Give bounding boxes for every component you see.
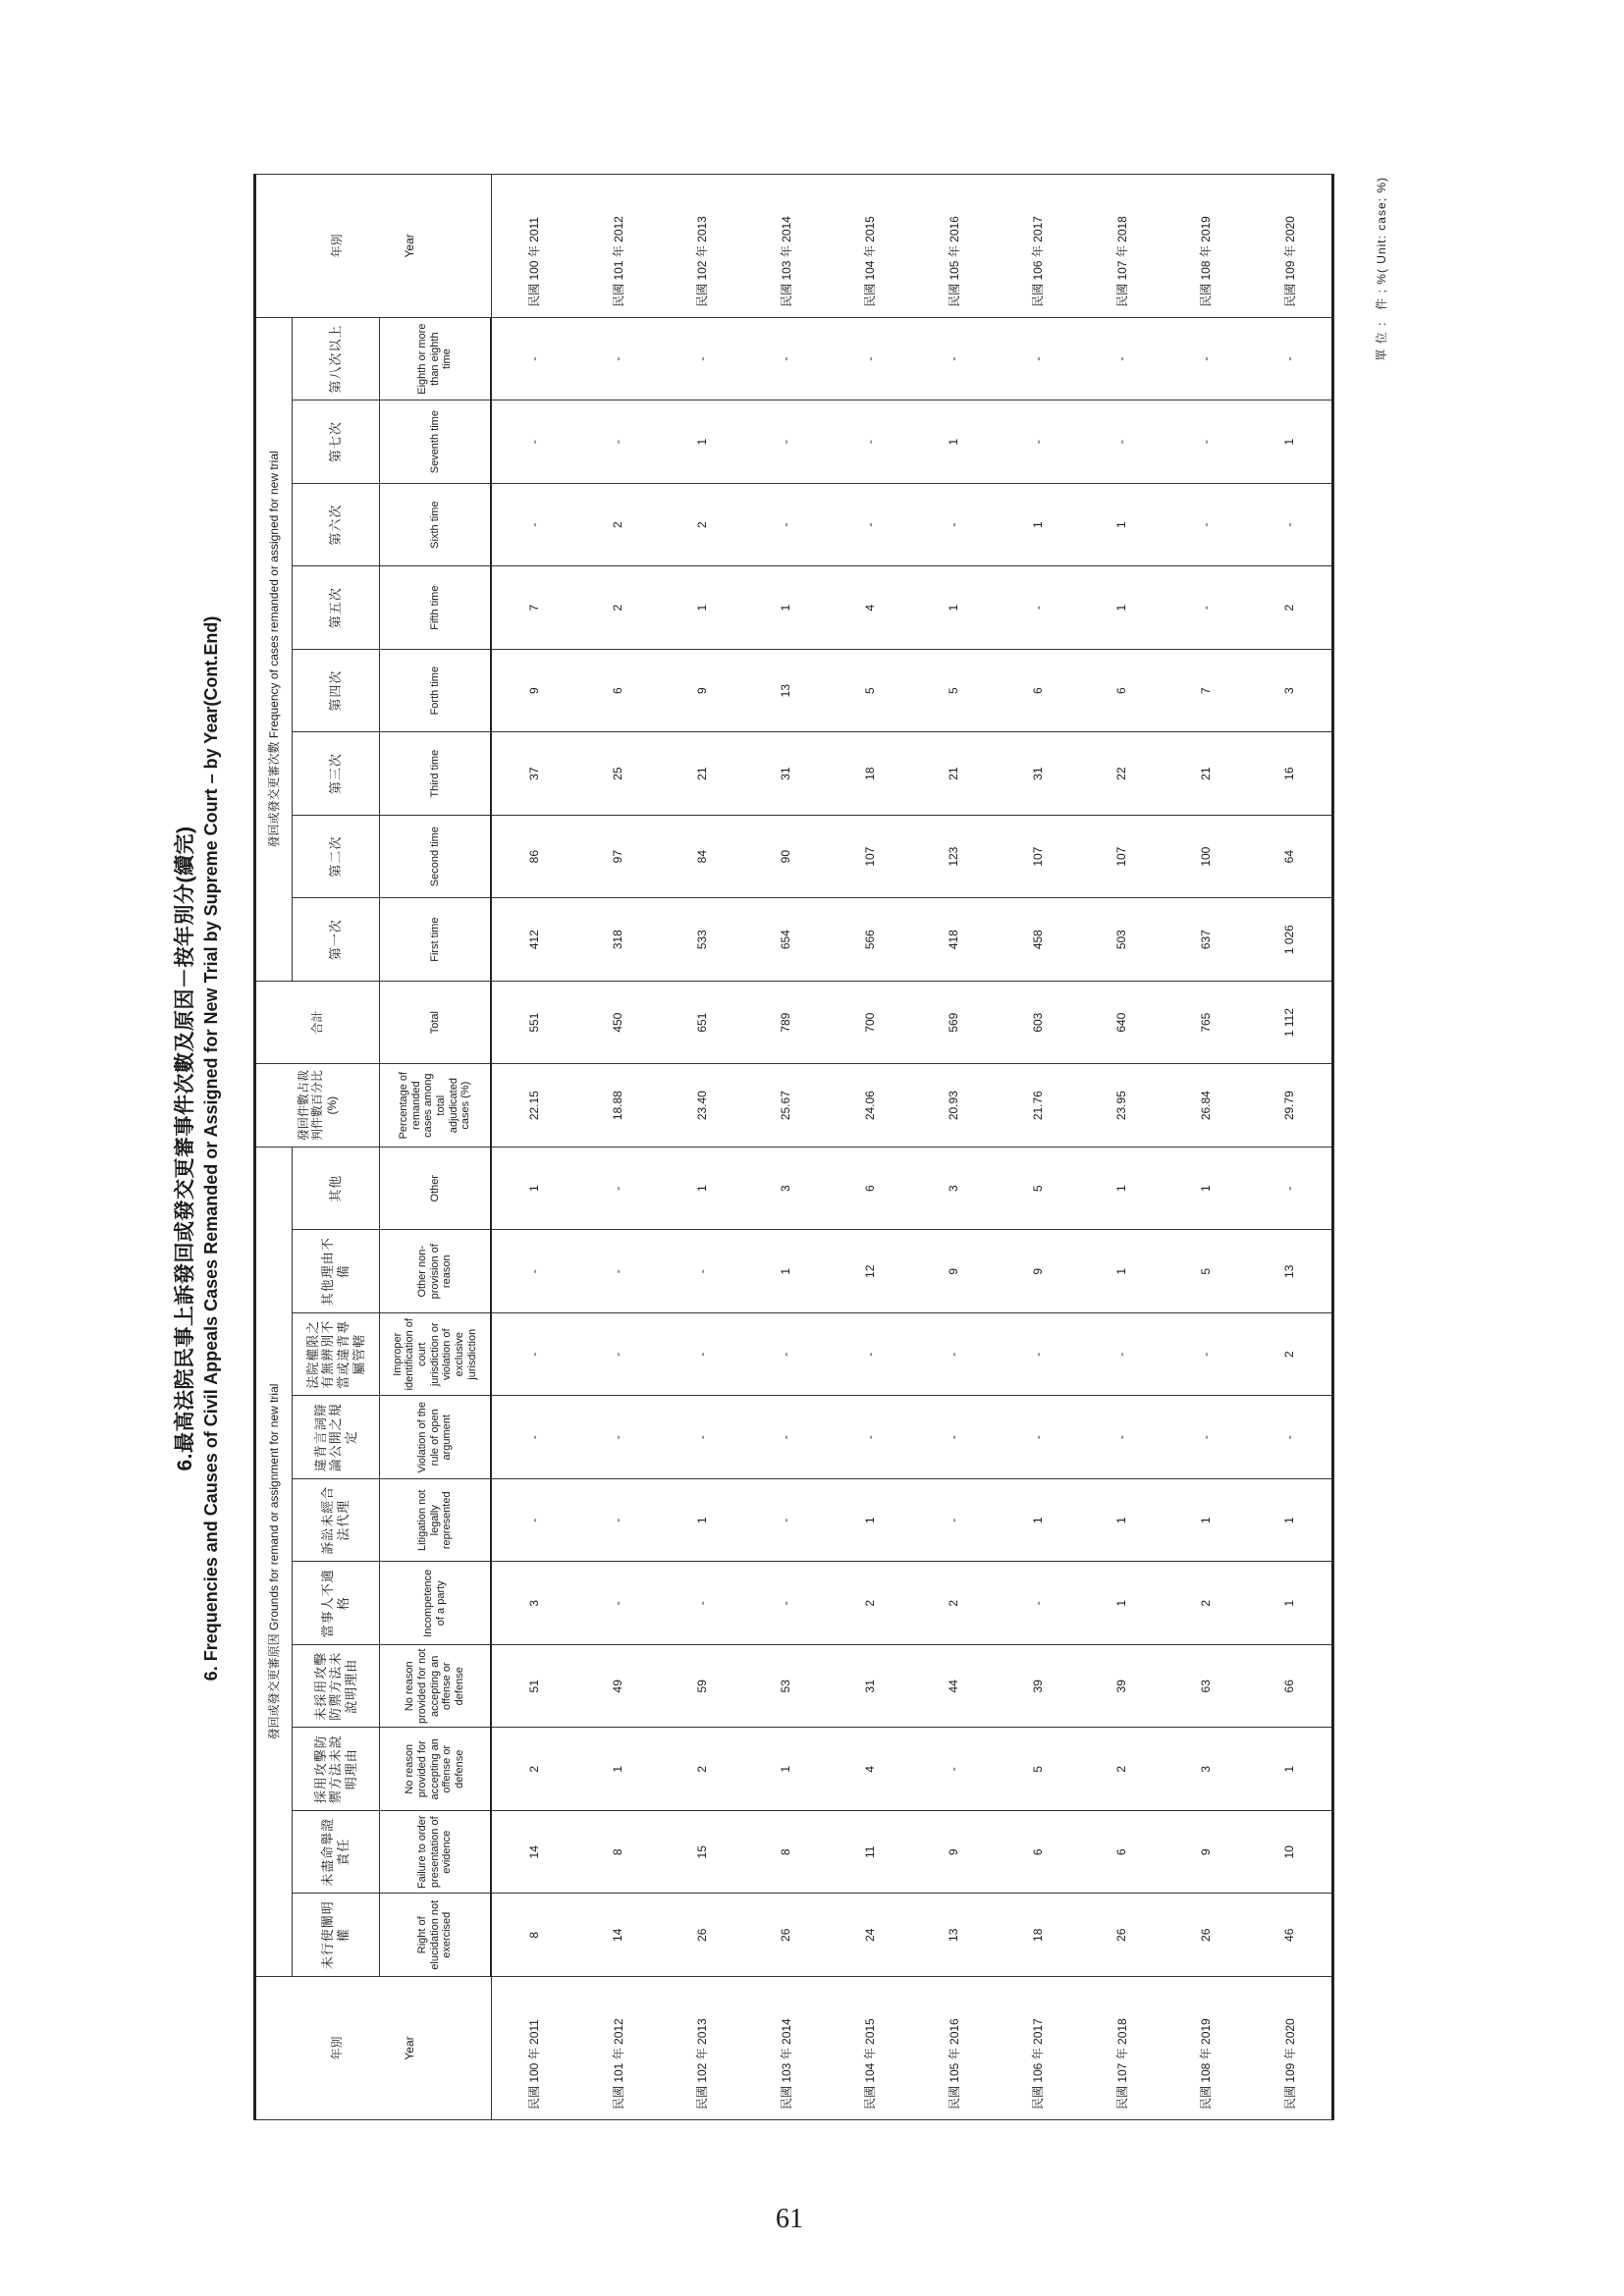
table-row — [744, 174, 829, 2119]
data-cell: 46 — [1248, 1894, 1333, 1977]
data-cell: 1 — [1248, 1728, 1333, 1811]
data-cell: 2 — [491, 1728, 576, 1811]
data-cell: 1 — [1080, 1479, 1164, 1563]
data-cell: 5 — [996, 1147, 1080, 1230]
data-cell: 5 — [1164, 1230, 1248, 1313]
data-cell: 1 — [1164, 1479, 1248, 1563]
data-cell: - — [1164, 483, 1248, 566]
data-cell: 2 — [576, 483, 661, 566]
data-cell: 31 — [996, 732, 1080, 816]
data-cell: 1 — [744, 566, 829, 650]
data-cell: - — [828, 317, 912, 400]
table-row — [912, 174, 997, 2119]
data-cell: 1 112 — [1248, 981, 1333, 1064]
data-cell: 1 — [1080, 1147, 1164, 1230]
col-head-zh: 第二次 — [293, 815, 380, 898]
unit-label: 單 位 ： 件 ; %( Unit: case; %) — [1375, 177, 1388, 361]
col-head-zh: 其他理由不備 — [293, 1230, 380, 1313]
data-cell: 107 — [828, 815, 912, 898]
data-cell: 603 — [996, 981, 1080, 1064]
data-cell: 21 — [1164, 732, 1248, 816]
year-header-en: Year — [403, 234, 417, 258]
data-cell: - — [996, 1396, 1080, 1479]
data-cell: - — [1164, 1396, 1248, 1479]
table-row — [828, 174, 912, 2119]
data-cell: 22 — [1080, 732, 1164, 816]
table-row — [996, 174, 1080, 2119]
data-cell: 412 — [491, 898, 576, 982]
col-head-en: Violation of the rule of open argument — [380, 1396, 492, 1479]
rotated-page-content — [167, 177, 1414, 2120]
col-head-en: Percentage of remanded cases among total adjudicated cases (%) — [380, 1064, 492, 1148]
data-cell: - — [491, 317, 576, 400]
data-cell: 86 — [491, 815, 576, 898]
data-cell: 10 — [1248, 1811, 1333, 1895]
data-cell: 39 — [1080, 1645, 1164, 1729]
data-cell: - — [996, 1313, 1080, 1397]
data-cell: 2 — [828, 1562, 912, 1645]
data-cell: 1 — [996, 483, 1080, 566]
data-cell: 11 — [828, 1811, 912, 1895]
data-cell: 503 — [1080, 898, 1164, 982]
col-head-en: No reason provided for accepting an offense or defense — [380, 1728, 492, 1811]
col-head-en: No reason provided for not accepting an offense or defense — [380, 1645, 492, 1729]
year-cell-left: 民國 109 年 2020 — [1248, 1977, 1333, 2120]
data-cell: - — [744, 1313, 829, 1397]
data-cell: - — [576, 1479, 661, 1563]
data-cell: - — [1164, 317, 1248, 400]
data-cell: 1 — [996, 1479, 1080, 1563]
data-cell: 1 — [1248, 1479, 1333, 1563]
col-head-en: Other — [380, 1147, 492, 1230]
data-cell: - — [1248, 1396, 1333, 1479]
col-head-zh: 未採用攻擊防禦方法未說明理由 — [293, 1645, 380, 1729]
data-cell: 9 — [1164, 1811, 1248, 1895]
data-cell: 123 — [912, 815, 997, 898]
col-head-zh: 法院權限之有無辨別不當或違背專屬管轄 — [293, 1313, 380, 1397]
data-cell: - — [912, 1396, 997, 1479]
data-cell: 18 — [828, 732, 912, 816]
data-cell: 25 — [576, 732, 661, 816]
year-cell-right: 民國 107 年 2018 — [1080, 174, 1164, 317]
data-cell: 37 — [491, 732, 576, 816]
data-cell: 13 — [1248, 1230, 1333, 1313]
col-head-zh: 第四次 — [293, 649, 380, 732]
data-cell: 3 — [1248, 649, 1333, 732]
data-cell: 2 — [912, 1562, 997, 1645]
col-head-en: Seventh time — [380, 400, 492, 484]
year-header-right — [255, 174, 492, 317]
data-cell: 97 — [576, 815, 661, 898]
frequency-group-header: 發回或發交更審次數 Frequency of cases remanded or assigned for new trial — [255, 317, 293, 981]
col-head-zh: 其他 — [293, 1147, 380, 1230]
data-cell: 1 — [660, 566, 744, 650]
data-cell: 107 — [996, 815, 1080, 898]
data-cell: 26 — [660, 1894, 744, 1977]
col-head-en: Sixth time — [380, 483, 492, 566]
data-cell: - — [491, 483, 576, 566]
data-cell: - — [660, 1562, 744, 1645]
title-english: 6. Frequencies and Causes of Civil Appeals Cases Remanded or Assigned for New Trial by Supreme Court – by Year(Cont.End) — [201, 615, 221, 1682]
year-cell-right: 民國 105 年 2016 — [912, 174, 997, 317]
data-cell: 1 — [744, 1230, 829, 1313]
data-cell: 1 — [1080, 483, 1164, 566]
data-cell: 1 — [1080, 1230, 1164, 1313]
data-cell: - — [1164, 1313, 1248, 1397]
data-cell: 18 — [996, 1894, 1080, 1977]
col-head-en: Third time — [380, 732, 492, 816]
year-cell-right: 民國 104 年 2015 — [828, 174, 912, 317]
table-row — [1080, 174, 1164, 2119]
grounds-group-header: 發回或發交更審原因 Grounds for remand or assignment for new trial — [255, 1147, 293, 1976]
data-cell: 4 — [828, 566, 912, 650]
statistics-table — [253, 174, 1334, 2120]
data-cell: 651 — [660, 981, 744, 1064]
data-cell: - — [576, 1562, 661, 1645]
col-head-zh: 第一次 — [293, 898, 380, 982]
data-cell: 1 — [576, 1728, 661, 1811]
header-group-row — [255, 174, 293, 2119]
data-cell: - — [828, 1313, 912, 1397]
data-cell: 4 — [828, 1728, 912, 1811]
col-head-zh: 發回件數占裁判件數百分比 (%) — [255, 1064, 380, 1148]
data-cell: 418 — [912, 898, 997, 982]
data-cell: 2 — [1248, 1313, 1333, 1397]
data-cell: 9 — [660, 649, 744, 732]
header-en-row — [380, 174, 492, 2119]
header-zh-row — [293, 174, 380, 2119]
data-cell: 8 — [491, 1894, 576, 1977]
data-cell: - — [1080, 317, 1164, 400]
data-cell: 7 — [491, 566, 576, 650]
year-cell-right: 民國 108 年 2019 — [1164, 174, 1248, 317]
col-head-zh: 第六次 — [293, 483, 380, 566]
data-cell: 44 — [912, 1645, 997, 1729]
data-cell: 5 — [912, 649, 997, 732]
data-cell: 1 — [1248, 400, 1333, 484]
data-cell: 7 — [1164, 649, 1248, 732]
data-cell: - — [828, 400, 912, 484]
data-cell: - — [744, 1562, 829, 1645]
data-cell: 1 — [1080, 1562, 1164, 1645]
data-cell: 3 — [491, 1562, 576, 1645]
year-header-zh: 年別 — [329, 234, 344, 258]
data-cell: - — [1248, 483, 1333, 566]
col-head-zh: 違背言詞辯論公開之規定 — [293, 1396, 380, 1479]
data-cell: 2 — [1164, 1562, 1248, 1645]
data-cell: - — [491, 1479, 576, 1563]
data-cell: - — [996, 1562, 1080, 1645]
col-head-en: Second time — [380, 815, 492, 898]
data-cell: - — [576, 1147, 661, 1230]
data-cell: - — [744, 483, 829, 566]
data-cell: 15 — [660, 1811, 744, 1895]
data-cell: - — [996, 566, 1080, 650]
data-cell: - — [912, 317, 997, 400]
data-cell: - — [744, 400, 829, 484]
data-cell: 84 — [660, 815, 744, 898]
data-cell: 6 — [1080, 649, 1164, 732]
title-chinese: 6.最高法院民事上訴發回或發交更審事件次數及原因－按年別分(續完) — [174, 826, 196, 1471]
col-head-zh: 採用攻擊防禦方法未說明理由 — [293, 1728, 380, 1811]
data-cell: - — [1248, 317, 1333, 400]
year-cell-left: 民國 100 年 2011 — [491, 1977, 576, 2120]
data-cell: 24 — [828, 1894, 912, 1977]
data-cell: 39 — [996, 1645, 1080, 1729]
year-cell-right: 民國 109 年 2020 — [1248, 174, 1333, 317]
data-cell: 551 — [491, 981, 576, 1064]
data-cell: 1 026 — [1248, 898, 1333, 982]
data-cell: 2 — [1248, 566, 1333, 650]
data-cell: 90 — [744, 815, 829, 898]
data-cell: - — [828, 1396, 912, 1479]
title-block — [167, 177, 222, 2120]
data-cell: 21.76 — [996, 1064, 1080, 1148]
data-cell: 22.15 — [491, 1064, 576, 1148]
col-head-zh: 第五次 — [293, 566, 380, 650]
data-cell: 1 — [912, 566, 997, 650]
data-cell: 18.88 — [576, 1064, 661, 1148]
data-cell: 1 — [491, 1147, 576, 1230]
data-cell: 49 — [576, 1645, 661, 1729]
data-cell: 765 — [1164, 981, 1248, 1064]
data-cell: - — [576, 400, 661, 484]
year-cell-right: 民國 102 年 2013 — [660, 174, 744, 317]
data-cell: 5 — [828, 649, 912, 732]
data-cell: - — [1080, 1313, 1164, 1397]
data-cell: 66 — [1248, 1645, 1333, 1729]
data-cell: 23.95 — [1080, 1064, 1164, 1148]
data-cell: 100 — [1164, 815, 1248, 898]
data-cell: - — [660, 317, 744, 400]
col-head-zh: 第七次 — [293, 400, 380, 484]
data-cell: 13 — [744, 649, 829, 732]
year-header-left — [255, 1977, 492, 2120]
data-cell: 9 — [912, 1230, 997, 1313]
data-cell: - — [912, 483, 997, 566]
col-head-zh: 當事人不適格 — [293, 1562, 380, 1645]
data-cell: 3 — [1164, 1728, 1248, 1811]
col-head-en: Right of elucidation not exercised — [380, 1894, 492, 1977]
data-cell: 637 — [1164, 898, 1248, 982]
col-head-en: Eighth or more than eighth time — [380, 317, 492, 400]
year-cell-left: 民國 102 年 2013 — [660, 1977, 744, 2120]
data-cell: - — [744, 1396, 829, 1479]
data-cell: 6 — [996, 649, 1080, 732]
data-cell: 1 — [1164, 1147, 1248, 1230]
data-cell: 458 — [996, 898, 1080, 982]
data-cell: 31 — [828, 1645, 912, 1729]
data-cell: 1 — [912, 400, 997, 484]
data-cell: 1 — [1080, 566, 1164, 650]
data-cell: - — [1080, 400, 1164, 484]
col-head-zh: 第八次以上 — [293, 317, 380, 400]
data-cell: 1 — [1248, 1562, 1333, 1645]
data-cell: 566 — [828, 898, 912, 982]
data-cell: 53 — [744, 1645, 829, 1729]
data-cell: 2 — [660, 483, 744, 566]
year-cell-left: 民國 103 年 2014 — [744, 1977, 829, 2120]
col-head-en: Litigation not legally represented — [380, 1479, 492, 1563]
data-cell: 12 — [828, 1230, 912, 1313]
year-cell-left: 民國 108 年 2019 — [1164, 1977, 1248, 2120]
data-cell: 700 — [828, 981, 912, 1064]
col-head-zh: 合計 — [255, 981, 380, 1064]
data-cell: 789 — [744, 981, 829, 1064]
data-cell: 26 — [1164, 1894, 1248, 1977]
data-cell: - — [576, 1313, 661, 1397]
page-number: 61 — [776, 2204, 803, 2234]
year-cell-right: 民國 106 年 2017 — [996, 174, 1080, 317]
col-head-en: Total — [380, 981, 492, 1064]
data-cell: 21 — [660, 732, 744, 816]
year-cell-right: 民國 100 年 2011 — [491, 174, 576, 317]
table-header — [255, 174, 492, 2119]
year-cell-right: 民國 103 年 2014 — [744, 174, 829, 317]
data-cell: - — [491, 1313, 576, 1397]
data-cell: 1 — [660, 400, 744, 484]
data-cell: 26 — [744, 1894, 829, 1977]
data-cell: - — [744, 317, 829, 400]
data-cell: - — [660, 1313, 744, 1397]
data-cell: 59 — [660, 1645, 744, 1729]
year-header-zh: 年別 — [329, 2036, 344, 2060]
col-head-zh: 訴訟未經合法代理 — [293, 1479, 380, 1563]
data-cell: 64 — [1248, 815, 1333, 898]
data-cell: - — [996, 400, 1080, 484]
data-cell: - — [912, 1313, 997, 1397]
year-cell-left: 民國 105 年 2016 — [912, 1977, 997, 2120]
data-cell: 1 — [660, 1147, 744, 1230]
data-cell: 6 — [1080, 1811, 1164, 1895]
year-cell-left: 民國 106 年 2017 — [996, 1977, 1080, 2120]
data-cell: 21 — [912, 732, 997, 816]
data-cell: 6 — [828, 1147, 912, 1230]
data-cell: 20.93 — [912, 1064, 997, 1148]
data-cell: 6 — [576, 649, 661, 732]
data-cell: - — [996, 317, 1080, 400]
data-cell: 31 — [744, 732, 829, 816]
data-cell: 533 — [660, 898, 744, 982]
year-header-en: Year — [403, 2036, 417, 2060]
data-cell: 8 — [744, 1811, 829, 1895]
year-cell-right: 民國 101 年 2012 — [576, 174, 661, 317]
data-cell: - — [1248, 1147, 1333, 1230]
data-cell: - — [491, 1230, 576, 1313]
data-cell: - — [1080, 1396, 1164, 1479]
data-cell: - — [660, 1396, 744, 1479]
data-cell: - — [491, 1396, 576, 1479]
data-cell: 24.06 — [828, 1064, 912, 1148]
data-cell: 569 — [912, 981, 997, 1064]
data-cell: - — [1164, 566, 1248, 650]
col-head-en: First time — [380, 898, 492, 982]
data-cell: 640 — [1080, 981, 1164, 1064]
col-head-en: Failure to order presentation of evidence — [380, 1811, 492, 1895]
col-head-en: Other non-provision of reason — [380, 1230, 492, 1313]
table-row — [576, 174, 661, 2119]
data-cell: 3 — [744, 1147, 829, 1230]
data-cell: 654 — [744, 898, 829, 982]
table-row — [660, 174, 744, 2119]
col-head-zh: 第三次 — [293, 732, 380, 816]
data-cell: 9 — [491, 649, 576, 732]
col-head-zh: 未盡命舉證責任 — [293, 1811, 380, 1895]
data-cell: 2 — [660, 1728, 744, 1811]
data-cell: 29.79 — [1248, 1064, 1333, 1148]
data-cell: - — [1164, 400, 1248, 484]
data-cell: - — [912, 1728, 997, 1811]
col-head-en: Improper identification of court jurisdiction or violation of exclusive jurisdiction — [380, 1313, 492, 1397]
data-cell: - — [660, 1230, 744, 1313]
col-head-zh: 未行使闡明權 — [293, 1894, 380, 1977]
data-cell: 107 — [1080, 815, 1164, 898]
col-head-en: Fifth time — [380, 566, 492, 650]
year-cell-left: 民國 101 年 2012 — [576, 1977, 661, 2120]
data-cell: 2 — [576, 566, 661, 650]
data-cell: - — [828, 483, 912, 566]
data-cell: 26 — [1080, 1894, 1164, 1977]
data-cell: - — [491, 400, 576, 484]
table-body — [491, 174, 1333, 2119]
data-cell: 5 — [996, 1728, 1080, 1811]
table-row — [491, 174, 576, 2119]
data-cell: 8 — [576, 1811, 661, 1895]
data-cell: 450 — [576, 981, 661, 1064]
data-cell: - — [576, 1230, 661, 1313]
data-cell: - — [744, 1479, 829, 1563]
col-head-en: Forth time — [380, 649, 492, 732]
data-cell: 1 — [828, 1479, 912, 1563]
data-cell: 14 — [576, 1894, 661, 1977]
table-row — [1248, 174, 1333, 2119]
col-head-en: Incompetence of a party — [380, 1562, 492, 1645]
data-cell: 23.40 — [660, 1064, 744, 1148]
data-cell: 14 — [491, 1811, 576, 1895]
data-cell: 1 — [660, 1479, 744, 1563]
data-cell: 16 — [1248, 732, 1333, 816]
table-row — [1164, 174, 1248, 2119]
data-cell: 1 — [744, 1728, 829, 1811]
data-cell: 2 — [1080, 1728, 1164, 1811]
data-cell: - — [576, 317, 661, 400]
data-cell: - — [912, 1479, 997, 1563]
data-cell: 63 — [1164, 1645, 1248, 1729]
data-cell: 6 — [996, 1811, 1080, 1895]
data-cell: 318 — [576, 898, 661, 982]
data-cell: 9 — [912, 1811, 997, 1895]
data-cell: 26.84 — [1164, 1064, 1248, 1148]
data-cell: - — [576, 1396, 661, 1479]
year-cell-left: 民國 104 年 2015 — [828, 1977, 912, 2120]
data-cell: 51 — [491, 1645, 576, 1729]
data-cell: 3 — [912, 1147, 997, 1230]
data-cell: 25.67 — [744, 1064, 829, 1148]
year-cell-left: 民國 107 年 2018 — [1080, 1977, 1164, 2120]
data-cell: 9 — [996, 1230, 1080, 1313]
data-cell: 13 — [912, 1894, 997, 1977]
